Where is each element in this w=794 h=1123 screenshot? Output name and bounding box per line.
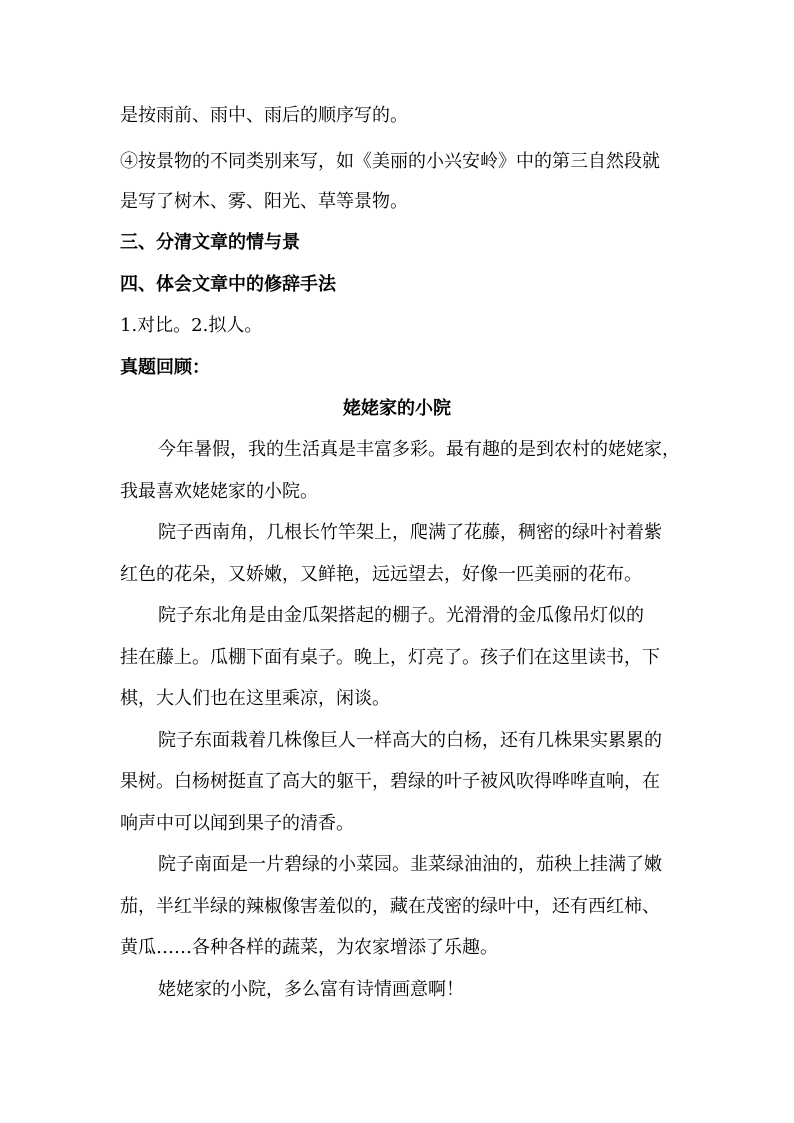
intro-line-3: 是写了树木、雾、阳光、草等景物。 [120,191,408,212]
article-line: 院子东北角是由金瓜架搭起的棚子。光滑滑的金瓜像吊灯似的 [158,605,644,626]
article-line: 姥姥家的小院，多么富有诗情画意啊！ [158,979,464,1000]
rhetoric-list: 1.对比。2.拟人。 [120,315,263,336]
article-line: 院子南面是一片碧绿的小菜园。韭菜绿油油的，茄秧上挂满了嫩 [158,854,662,875]
intro-line-2: ④按景物的不同类别来写，如《美丽的小兴安岭》中的第三自然段就 [120,151,660,172]
section-heading-4: 四、体会文章中的修辞手法 [120,274,336,295]
section-heading-3: 三、分清文章的情与景 [120,232,300,253]
article-line: 挂在藤上。瓜棚下面有桌子。晚上，灯亮了。孩子们在这里读书，下 [120,647,660,668]
article-line: 响声中可以闻到果子的清香。 [120,813,354,834]
article-line: 院子东面栽着几株像巨人一样高大的白杨，还有几株果实累累的 [158,730,662,751]
article-line: 棋，大人们也在这里乘凉，闲谈。 [120,688,390,709]
article-line: 黄瓜……各种各样的蔬菜，为农家增添了乐趣。 [120,937,498,958]
intro-line-1: 是按雨前、雨中、雨后的顺序写的。 [120,105,408,126]
article-line: 我最喜欢姥姥家的小院。 [120,481,318,502]
article-line: 院子西南角，几根长竹竿架上，爬满了花藤，稠密的绿叶衬着紫 [158,522,662,543]
article-line: 茄，半红半绿的辣椒像害羞似的，藏在茂密的绿叶中，还有西红柿、 [120,896,660,917]
review-heading: 真题回顾： [120,357,210,378]
article-title: 姥姥家的小院 [343,398,451,419]
article-line: 今年暑假，我的生活真是丰富多彩。最有趣的是到农村的姥姥家， [158,439,680,460]
article-line: 果树。白杨树挺直了高大的躯干，碧绿的叶子被风吹得哗哗直响，在 [120,771,660,792]
article-line: 红色的花朵，又娇嫩，又鲜艳，远远望去，好像一匹美丽的花布。 [120,564,642,585]
